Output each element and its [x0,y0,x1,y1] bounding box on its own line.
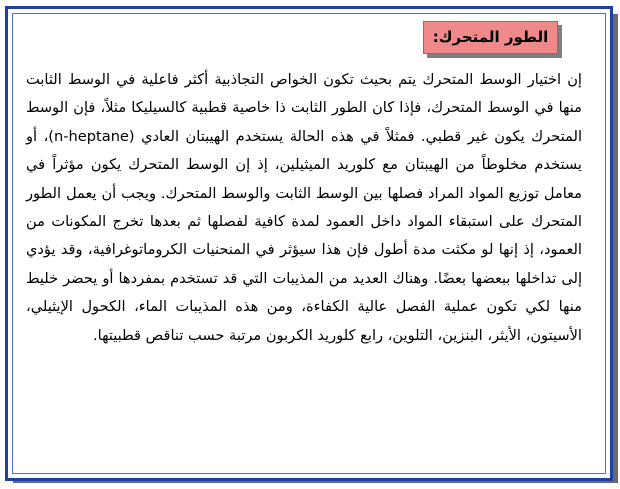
frame-shadow-right [613,14,618,482]
section-heading: الطور المتحرك: [423,21,558,54]
section-paragraph: إن اختيار الوسط المتحرك يتم بحيث تكون الخواص التجاذبية أكثر فاعلية في الوسط الثابت منها في الوسط المتحرك، فإذا كان الطور الثابت ذا خاصية قطبية كالسيليكا مثلاً، فإن الوسط المتحرك يكون غير قطبي. فمثلاً في هذه الحالة يستخدم الهيبتان العادي (n-heptane)، أو يستخدم مخلوطاً من الهيبتان مع كلوريد الميثيلين، إذ إن الوسط المتحرك يكون مؤثراً في معامل توزيع المواد المراد فصلها بين الوسط الثابت والوسط المتحرك. ويجب أن يعمل الطور المتحرك على استبقاء المواد داخل العمود لمدة كافية لفصلها ثم بعدها تخرج المكونات من العمود، إذ إنها لو مكثت مدة أطول فإن هذا سيؤثر في المنحنيات الكروماتوغرافية، وقد يؤدي إلى تداخلها ببعضها بعضًا. وهناك العديد من المذيبات التي قد تستخدم بمفردها أو يحضر خليط منها لكي تكون عملية الفصل عالية الكفاءة، ومن هذه المذيبات الماء، الكحول الإيثيلي، الأسيتون، الأيثر، البنزين، التلوين، رابع كلوريد الكربون مرتبة حسب تناقص قطبيتها. [26,71,582,344]
